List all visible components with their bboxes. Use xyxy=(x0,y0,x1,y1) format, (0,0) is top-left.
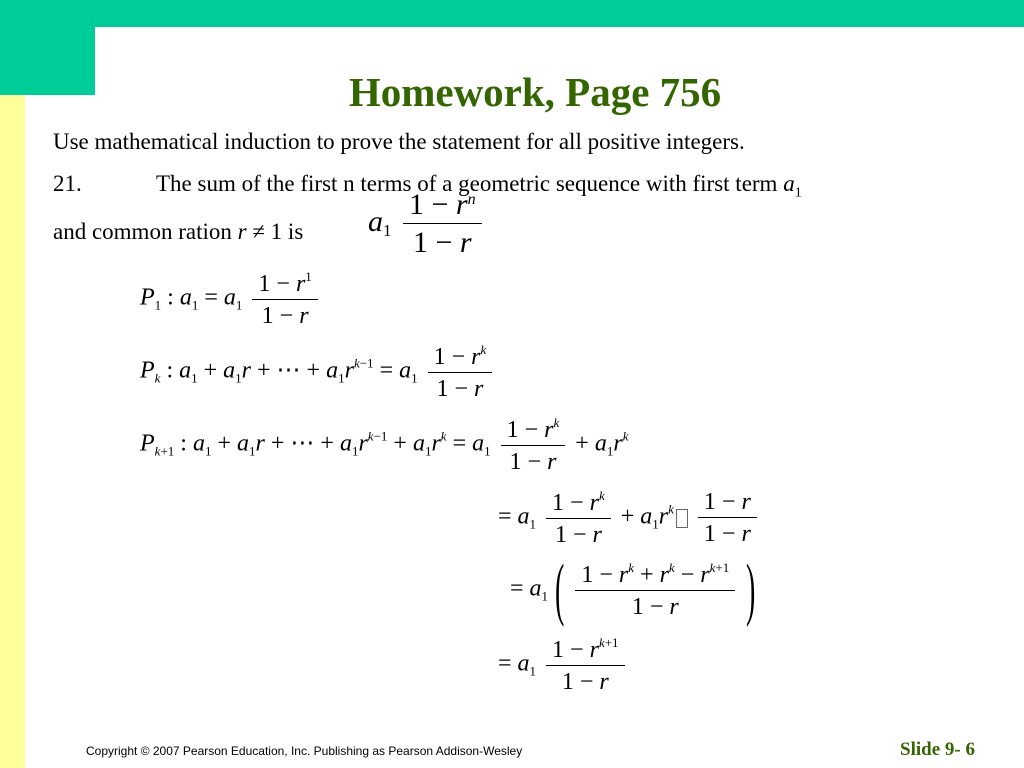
problem-text-part1: The sum of the first n terms of a geometric sequence with first term xyxy=(156,171,778,196)
equation-pk: $P_k$ : $a_1 + a_1r$ + ⋯ + $a_1r^{k-1} = a_1$ $\frac{1 - r^k}{1 - r}$ xyxy=(140,343,496,401)
top-accent-bar xyxy=(0,0,1024,27)
equation-step-4: = $a_1$ $\frac{1 - r^{k+1}}{1 - r}$ xyxy=(498,636,629,694)
problem-statement-continued: and common ration r ≠ 1 is xyxy=(53,219,304,244)
equation-pk-plus-1: $P_{k+1}$ : $a_1 + a_1r$ + ⋯ + $a_1r^{k-1} + a_1r^k = a_1$ $\frac{1 - r^k}{1 - r}$ + $a_1r^k$ xyxy=(140,415,629,475)
equation-step-2: = $a_1$ $\frac{1 - r^k}{1 - r}$ + $a_1r^k$ $\frac{1 - r}{1 - r}$ xyxy=(498,489,761,547)
sum-formula: $a_1$ $\frac{1 - r^n}{1 - r}$ xyxy=(368,190,486,258)
problem-statement: The sum of the first n terms of a geometric sequence with first term $a_1$ xyxy=(156,171,802,201)
problem-text-part2: and common ration xyxy=(53,219,232,244)
problem-neq-text: ≠ 1 is xyxy=(252,219,304,244)
problem-number: 21. xyxy=(53,171,82,196)
equation-step-3: = $a_1$( $\frac{1 - r^k + r^k - r^{k+1}}{1 - r}$ ) xyxy=(510,551,756,628)
instruction-text: Use mathematical induction to prove the statement for all positive integers. xyxy=(53,129,745,154)
equation-p1: $P_1$ : $a_1 = a_1$ $\frac{1 - r^1}{1 - r}$ xyxy=(140,270,322,328)
slide-title: Homework, Page 756 xyxy=(348,69,722,115)
slide-number: Slide 9- 6 xyxy=(900,739,975,760)
left-accent-stripe xyxy=(0,95,25,768)
footer-copyright: Copyright © 2007 Pearson Education, Inc. Publishing as Pearson Addison-Wesley xyxy=(86,744,523,758)
missing-glyph-box xyxy=(676,509,688,528)
